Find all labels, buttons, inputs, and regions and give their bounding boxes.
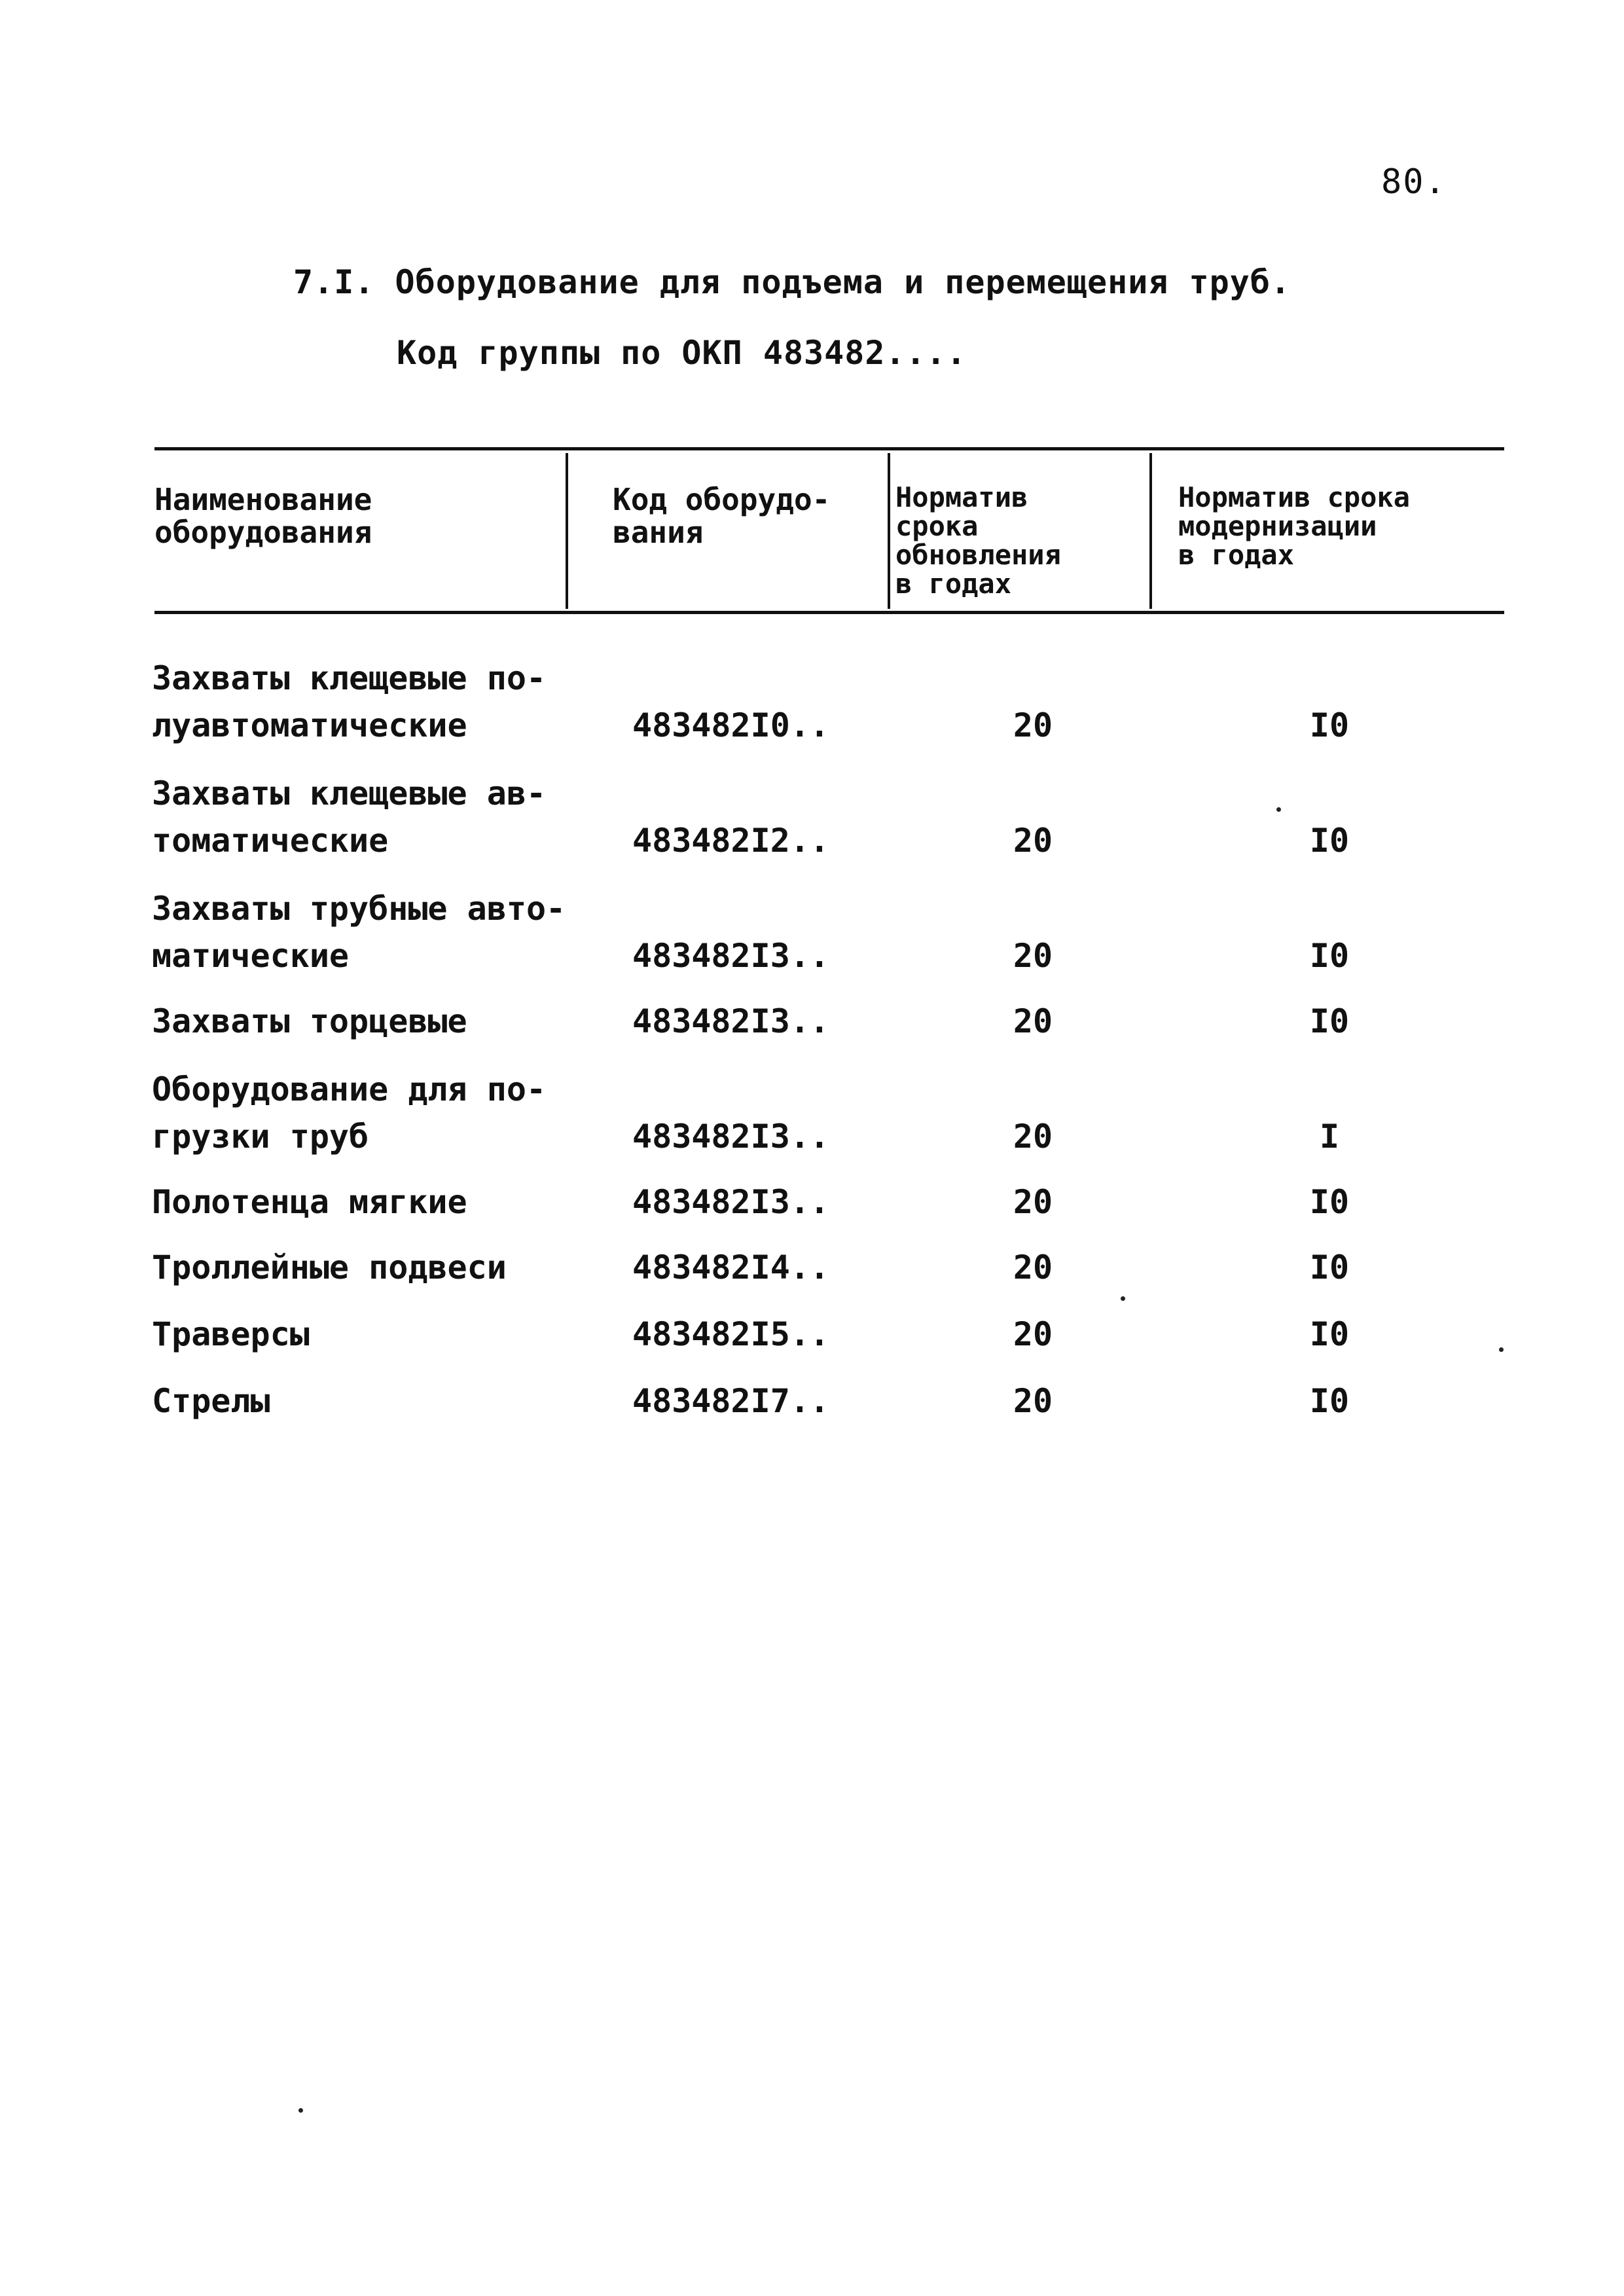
modernization-years: I0 — [1309, 1002, 1350, 1040]
equipment-code: 483482I4.. — [632, 1248, 830, 1286]
modernization-years: I0 — [1309, 1183, 1350, 1221]
table-row — [0, 998, 1624, 1063]
renewal-years: 20 — [1013, 1315, 1053, 1353]
table-row — [0, 1377, 1624, 1443]
column-divider-3 — [1149, 453, 1152, 609]
equipment-name: Захваты торцевые — [152, 1002, 467, 1040]
equipment-name: Полотенца мягкие — [152, 1183, 467, 1221]
equipment-name: Захваты клещевые ав- томатические — [152, 774, 547, 860]
header-modernization-period: Норматив срока модернизации в годах — [1178, 481, 1411, 571]
renewal-years: 20 — [1013, 1183, 1053, 1221]
header-equipment-name: Наименование оборудования — [154, 482, 372, 550]
group-code: Код группы по ОКП 483482.... — [397, 334, 967, 372]
renewal-years: 20 — [1013, 822, 1053, 860]
renewal-years: 20 — [1013, 1002, 1053, 1040]
table-header-bottom-rule — [154, 611, 1504, 614]
equipment-name: Стрелы — [152, 1382, 270, 1420]
modernization-years: I0 — [1309, 937, 1350, 975]
equipment-name: Оборудование для по- грузки труб — [152, 1070, 547, 1156]
table-row — [0, 885, 1624, 975]
equipment-code: 483482I7.. — [632, 1382, 830, 1420]
equipment-code: 483482I5.. — [632, 1315, 830, 1353]
table-row — [0, 1066, 1624, 1156]
modernization-years: I0 — [1309, 822, 1350, 860]
equipment-name: Захваты трубные авто- матические — [152, 890, 566, 975]
equipment-code: 483482I3.. — [632, 1002, 830, 1040]
table-row — [0, 1244, 1624, 1309]
table-top-rule — [154, 447, 1504, 450]
equipment-code: 483482I3.. — [632, 1118, 830, 1156]
equipment-name: Траверсы — [152, 1315, 310, 1353]
scan-speck — [1499, 1347, 1504, 1352]
scan-speck — [298, 2108, 303, 2113]
equipment-name: Захваты клещевые по- луавтоматические — [152, 659, 547, 744]
modernization-years: I0 — [1309, 1248, 1350, 1286]
page-number: 80. — [1381, 162, 1447, 202]
table-row — [0, 1178, 1624, 1244]
renewal-years: 20 — [1013, 937, 1053, 975]
modernization-years: I — [1319, 1118, 1340, 1156]
equipment-name: Троллейные подвеси — [152, 1248, 507, 1286]
equipment-code: 483482I3.. — [632, 1183, 830, 1221]
scan-speck — [1276, 807, 1281, 812]
table-row — [0, 1311, 1624, 1376]
table-row — [0, 655, 1624, 744]
equipment-code: 483482I0.. — [632, 706, 830, 744]
renewal-years: 20 — [1013, 1118, 1053, 1156]
section-title: 7.I. Оборудование для подъема и перемещения труб. — [293, 263, 1291, 301]
modernization-years: I0 — [1309, 1382, 1350, 1420]
scan-speck — [1121, 1296, 1125, 1301]
column-divider-1 — [566, 453, 568, 609]
equipment-code: 483482I2.. — [632, 822, 830, 860]
renewal-years: 20 — [1013, 706, 1053, 744]
header-renewal-period: Норматив срока обновления в годах — [895, 481, 1061, 600]
equipment-code: 483482I3.. — [632, 937, 830, 975]
column-divider-2 — [888, 453, 890, 609]
renewal-years: 20 — [1013, 1382, 1053, 1420]
modernization-years: I0 — [1309, 1315, 1350, 1353]
renewal-years: 20 — [1013, 1248, 1053, 1286]
modernization-years: I0 — [1309, 706, 1350, 744]
table-row — [0, 770, 1624, 860]
header-equipment-code: Код оборудо- вания — [613, 482, 831, 550]
